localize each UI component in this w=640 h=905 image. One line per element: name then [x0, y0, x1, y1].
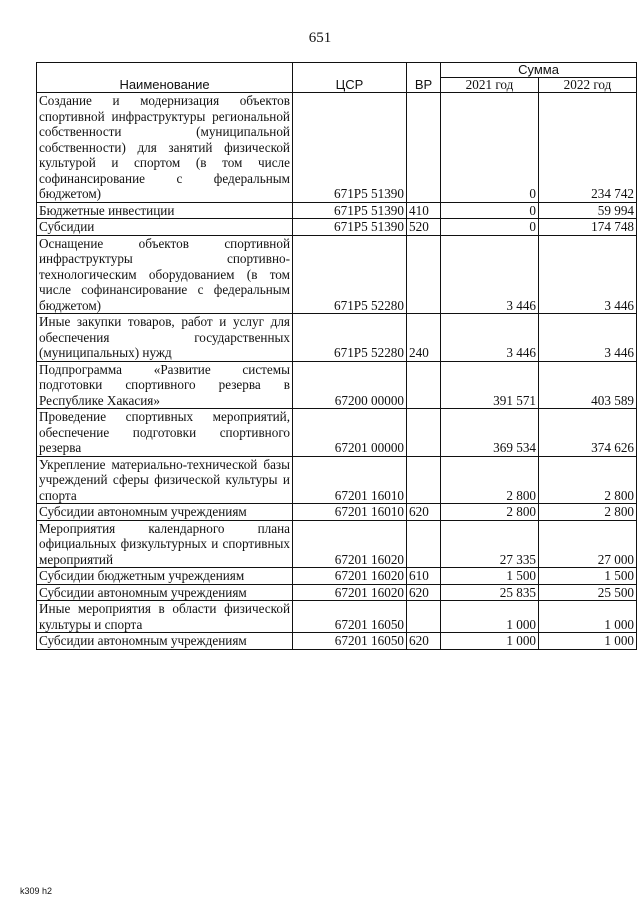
row-sum-2022-cell: 234 742 [539, 93, 637, 203]
row-csr-cell: 67201 16020 [293, 520, 407, 568]
table-row [37, 219, 637, 236]
row-sum-2022-cell: 374 626 [539, 409, 637, 457]
table-row [37, 361, 637, 409]
row-sum-2021-cell: 3 446 [441, 235, 539, 314]
row-vr-cell [407, 93, 441, 203]
row-sum-2022-cell: 403 589 [539, 361, 637, 409]
row-name-cell: Мероприятия календарного плана официальных физкультурных и спортивных мероприятий [37, 520, 293, 568]
row-sum-2021-cell: 1 000 [441, 601, 539, 633]
row-csr-cell: 67200 00000 [293, 361, 407, 409]
row-csr-cell: 67201 16020 [293, 568, 407, 585]
row-sum-2022-cell: 1 000 [539, 633, 637, 650]
row-vr-cell: 610 [407, 568, 441, 585]
row-sum-2022-cell: 2 800 [539, 456, 637, 504]
row-sum-2022-cell: 59 994 [539, 202, 637, 219]
header-vr: ВР [407, 63, 441, 93]
row-sum-2022-cell: 27 000 [539, 520, 637, 568]
row-sum-2021-cell: 2 800 [441, 456, 539, 504]
row-sum-2021-cell: 3 446 [441, 314, 539, 362]
row-vr-cell: 620 [407, 584, 441, 601]
row-name-cell: Бюджетные инвестиции [37, 202, 293, 219]
row-sum-2021-cell: 369 534 [441, 409, 539, 457]
row-sum-2021-cell: 0 [441, 219, 539, 236]
row-vr-cell: 520 [407, 219, 441, 236]
table-row [37, 520, 637, 568]
row-vr-cell: 410 [407, 202, 441, 219]
row-sum-2021-cell: 391 571 [441, 361, 539, 409]
table-row [37, 584, 637, 601]
row-csr-cell: 671P5 51390 [293, 202, 407, 219]
row-sum-2021-cell: 0 [441, 93, 539, 203]
table-body [37, 93, 637, 650]
row-sum-2021-cell: 25 835 [441, 584, 539, 601]
row-name-cell: Субсидии [37, 219, 293, 236]
row-name-cell: Проведение спортивных мероприятий, обеспечение подготовки спортивного резерва [37, 409, 293, 457]
table-row [37, 568, 637, 585]
row-vr-cell: 240 [407, 314, 441, 362]
row-vr-cell: 620 [407, 504, 441, 521]
row-sum-2022-cell: 2 800 [539, 504, 637, 521]
row-vr-cell [407, 520, 441, 568]
row-sum-2021-cell: 1 500 [441, 568, 539, 585]
table-row [37, 409, 637, 457]
table-row [37, 504, 637, 521]
row-csr-cell: 671P5 51390 [293, 219, 407, 236]
row-sum-2021-cell: 27 335 [441, 520, 539, 568]
row-csr-cell: 67201 16050 [293, 633, 407, 650]
header-name: Наименование [37, 63, 293, 93]
row-sum-2021-cell: 2 800 [441, 504, 539, 521]
row-name-cell: Субсидии автономным учреждениям [37, 504, 293, 521]
row-sum-2022-cell: 3 446 [539, 314, 637, 362]
footer-code: k309 h2 [20, 886, 53, 896]
row-csr-cell: 67201 00000 [293, 409, 407, 457]
row-sum-2021-cell: 1 000 [441, 633, 539, 650]
row-name-cell: Создание и модернизация объектов спортивной инфраструктуры региональной собственности (муниципальной собственности) для занятий физической культурой и спортом (в том числе софинансирование с федеральным бюджетом) [37, 93, 293, 203]
row-vr-cell [407, 361, 441, 409]
row-vr-cell [407, 456, 441, 504]
header-csr: ЦСР [293, 63, 407, 93]
row-name-cell: Оснащение объектов спортивной инфраструктуры спортивно-технологическим оборудованием (в том числе софинансирование с федеральным бюджетом) [37, 235, 293, 314]
header-year-2022: 2022 год [539, 78, 637, 93]
row-csr-cell: 671P5 52280 [293, 235, 407, 314]
row-csr-cell: 671P5 51390 [293, 93, 407, 203]
row-sum-2022-cell: 3 446 [539, 235, 637, 314]
row-sum-2021-cell: 0 [441, 202, 539, 219]
row-name-cell: Субсидии автономным учреждениям [37, 633, 293, 650]
header-year-2021: 2021 год [441, 78, 539, 93]
row-vr-cell [407, 409, 441, 457]
table-row [37, 601, 637, 633]
row-sum-2022-cell: 1 000 [539, 601, 637, 633]
row-vr-cell [407, 235, 441, 314]
row-csr-cell: 67201 16020 [293, 584, 407, 601]
row-sum-2022-cell: 174 748 [539, 219, 637, 236]
table-row [37, 202, 637, 219]
table-row [37, 93, 637, 203]
table-row [37, 235, 637, 314]
row-name-cell: Субсидии бюджетным учреждениям [37, 568, 293, 585]
table-row [37, 314, 637, 362]
row-csr-cell: 67201 16010 [293, 456, 407, 504]
row-name-cell: Укрепление материально-технической базы учреждений сферы физической культуры и спорта [37, 456, 293, 504]
row-name-cell: Иные закупки товаров, работ и услуг для обеспечения государственных (муниципальных) нужд [37, 314, 293, 362]
row-vr-cell: 620 [407, 633, 441, 650]
table-row [37, 633, 637, 650]
header-sum: Сумма [441, 63, 637, 78]
table-row [37, 456, 637, 504]
row-sum-2022-cell: 1 500 [539, 568, 637, 585]
row-vr-cell [407, 601, 441, 633]
row-name-cell: Субсидии автономным учреждениям [37, 584, 293, 601]
row-csr-cell: 67201 16050 [293, 601, 407, 633]
row-name-cell: Иные мероприятия в области физической культуры и спорта [37, 601, 293, 633]
row-sum-2022-cell: 25 500 [539, 584, 637, 601]
row-name-cell: Подпрограмма «Развитие системы подготовки спортивного резерва в Республике Хакасия» [37, 361, 293, 409]
row-csr-cell: 671P5 52280 [293, 314, 407, 362]
budget-table [36, 62, 637, 650]
row-csr-cell: 67201 16010 [293, 504, 407, 521]
page-number: 651 [308, 30, 332, 46]
